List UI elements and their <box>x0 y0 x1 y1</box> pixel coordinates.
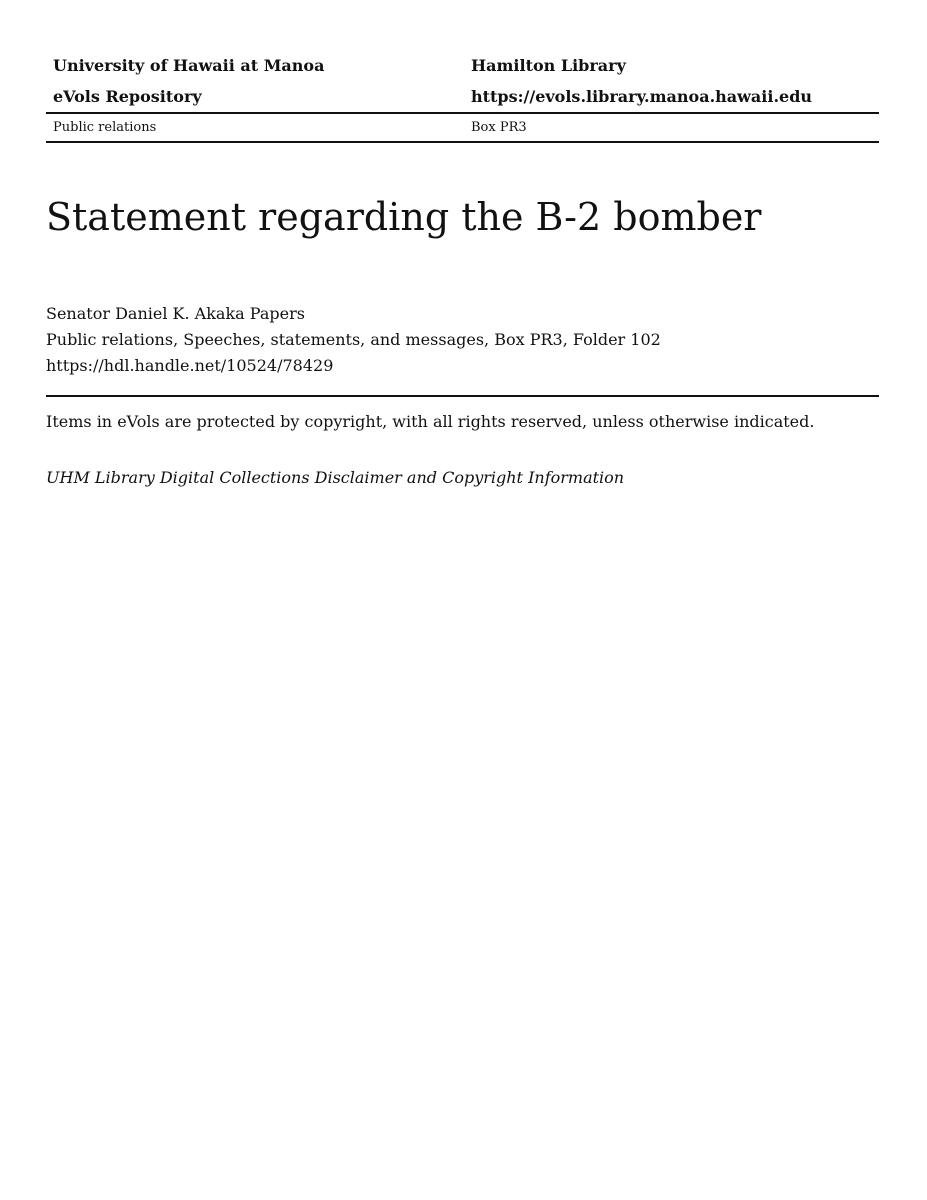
document-title: Statement regarding the B-2 bomber <box>46 195 762 239</box>
copyright-notice: Items in eVols are protected by copyright, with all rights reserved, unless otherwise indicated. <box>46 412 815 431</box>
document-location: Public relations, Speeches, statements, and messages, Box PR3, Folder 102 <box>46 330 661 349</box>
library-name: Hamilton Library <box>471 56 626 75</box>
handle-link[interactable]: https://hdl.handle.net/10524/78429 <box>46 356 334 375</box>
series-label: Public relations <box>53 120 157 135</box>
institution-name: University of Hawaii at Manoa <box>53 56 325 75</box>
header-table <box>46 50 879 143</box>
repository-name: eVols Repository <box>53 87 202 106</box>
disclaimer-link[interactable]: UHM Library Digital Collections Disclaimer and Copyright Information <box>46 468 625 487</box>
header-row-3 <box>46 112 879 143</box>
header-row-2 <box>46 81 879 112</box>
header-row-1 <box>46 50 879 81</box>
collection-name: Senator Daniel K. Akaka Papers <box>46 304 305 323</box>
repository-url[interactable]: https://evols.library.manoa.hawaii.edu <box>471 87 813 106</box>
document-metadata <box>46 301 661 379</box>
box-label: Box PR3 <box>471 120 527 135</box>
divider <box>46 395 879 397</box>
